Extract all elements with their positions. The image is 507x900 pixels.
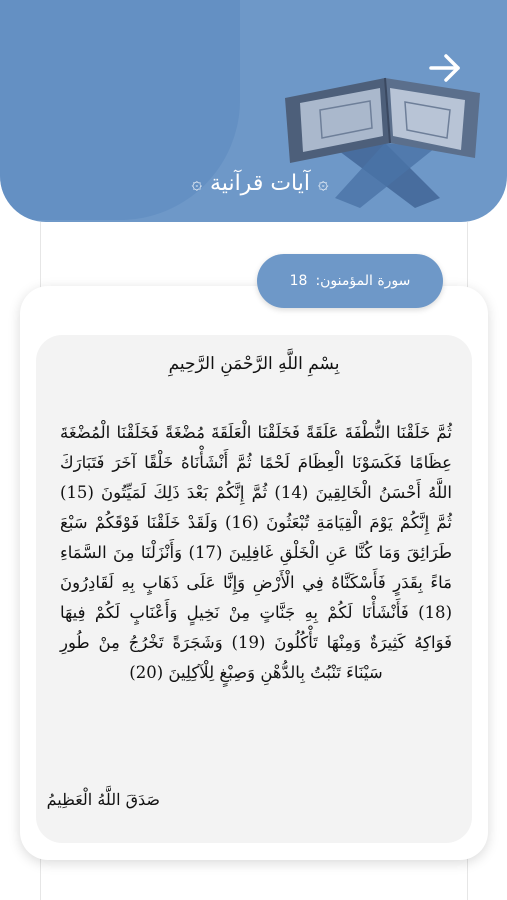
ornament-icon: ۞ — [317, 172, 329, 194]
page-title — [160, 163, 360, 203]
header — [0, 0, 507, 222]
surah-name: سورة المؤمنون: — [315, 273, 411, 289]
back-button[interactable] — [422, 48, 468, 88]
ornament-icon: ۞ — [191, 172, 203, 194]
closing-text: صَدَقَ اللَّهُ الْعَظِيمُ — [46, 790, 160, 809]
surah-number: 18 — [289, 273, 308, 289]
verse-text: ثُمَّ خَلَقْنَا النُّطْفَةَ عَلَقَةً فَخَلَقْنَا الْعَلَقَةَ مُضْغَةً فَخَلَقْنَا الْمُضْغَةَ عِظَامًا فَكَسَوْنَا الْعِظَامَ لَحْمًا ثُمَّ أَنْشَأْنَاهُ خَلْقًا آخَرَ فَتَبَارَكَ اللَّهُ أَحْسَنُ الْخَالِقِينَ (14) ثُمَّ إِنَّكُمْ بَعْدَ ذَلِكَ لَمَيِّتُونَ (15) ثُمَّ إِنَّكُمْ يَوْمَ الْقِيَامَةِ تُبْعَثُونَ (16) وَلَقَدْ خَلَقْنَا فَوْقَكُمْ سَبْعَ طَرَائِقَ وَمَا كُنَّا عَنِ الْخَلْقِ غَافِلِينَ (17) وَأَنْزَلْنَا مِنَ السَّمَاءِ مَاءً بِقَدَرٍ فَأَسْكَنَّاهُ فِي الْأَرْضِ وَإِنَّا عَلَى ذَهَابٍ بِهِ لَقَادِرُونَ (18) فَأَنْشَأْنَا لَكُمْ بِهِ جَنَّاتٍ مِنْ نَخِيلٍ وَأَعْنَابٍ لَكُمْ فِيهَا فَوَاكِهُ كَثِيرَةٌ وَمِنْهَا تَأْكُلُونَ (19) وَشَجَرَةً تَخْرُجُ مِنْ طُورِ سَيْنَاءَ تَنْبُتُ بِالدُّهْنِ وَصِبْغٍ لِلْآكِلِينَ (20) — [60, 423, 452, 682]
surah-badge — [257, 254, 443, 308]
basmala: بِسْمِ اللَّهِ الرَّحْمَنِ الرَّحِيمِ — [168, 354, 340, 374]
page-title-text: آيات قرآنية — [210, 170, 310, 196]
arrow-right-icon — [428, 53, 462, 83]
